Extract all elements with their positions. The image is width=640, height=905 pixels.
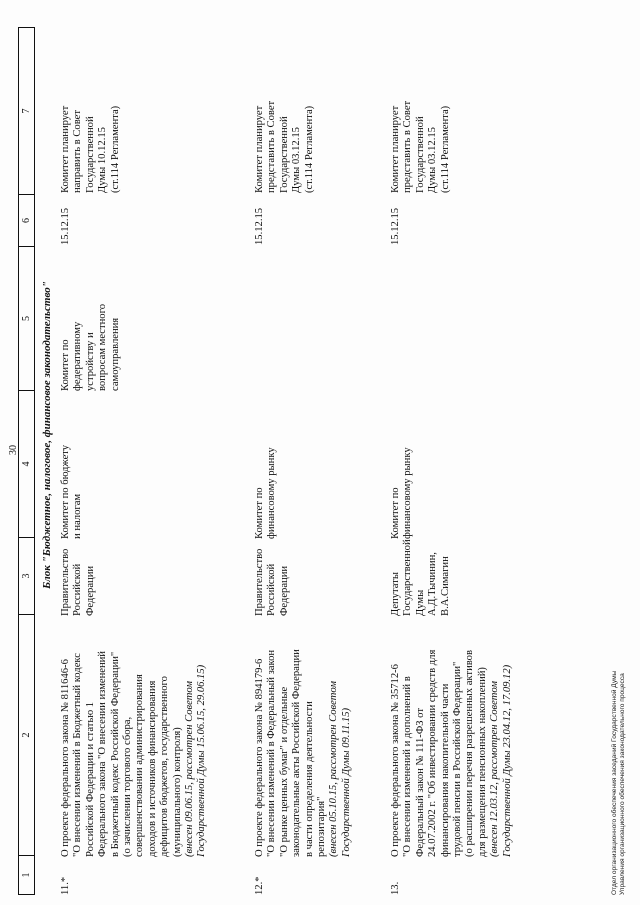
description-line: (муниципального) контроля) xyxy=(171,727,183,857)
description-line: совершенствовании администрирования xyxy=(134,674,146,857)
page-footer xyxy=(611,671,627,895)
initiator xyxy=(254,550,291,616)
planned-action xyxy=(390,43,452,193)
bill-note-line: Государственной Думы 09.11.15) xyxy=(340,707,352,857)
footer-line: Управления организационного обеспечения законодательного процесса xyxy=(619,673,626,895)
initiator-line: Федерации xyxy=(278,565,290,616)
description-line: 24.07.2002 г. "Об инвестировании средств для xyxy=(427,649,439,857)
committee-line: финансовому рынку xyxy=(266,447,278,539)
description-line: финансирования накопительной части xyxy=(439,683,451,857)
committee-line: Комитет по xyxy=(254,487,265,539)
description-line: (о зачислении торгового сбора, xyxy=(122,716,134,857)
block-title: Блок "Бюджетное, налоговое, финансовое законодательство" xyxy=(41,281,53,589)
action-line: представить в Совет xyxy=(402,100,414,193)
initiator-line: Российской xyxy=(266,563,278,616)
bill-note-line: (внесен 12.03.12, рассмотрен Советом xyxy=(489,681,501,857)
initiator-line: Правительство xyxy=(60,548,71,616)
footer-line: Отдел организационного обеспечения заседаний Государственной Думы xyxy=(611,670,618,895)
initiator xyxy=(60,550,97,616)
consideration-date: 15.12.15 xyxy=(254,207,265,245)
initiator-line: В.А.Симагин xyxy=(439,556,451,616)
co-executor-line: устройству и xyxy=(84,332,96,391)
description-line: Российской Федерации и статью 1 xyxy=(84,701,96,857)
bill-note-line: Государственной Думы 23.04.12, 17.09.12) xyxy=(501,664,513,857)
description-line: О проекте федерального закона № 894179-6 xyxy=(254,658,265,857)
responsible-committee xyxy=(254,434,279,539)
co-executor xyxy=(60,261,122,391)
committee-line: финансовому рынку xyxy=(402,447,414,539)
action-line: Государственной xyxy=(414,116,426,193)
action-line: Комитет планирует xyxy=(390,105,401,193)
bill-description xyxy=(60,621,209,857)
planned-action xyxy=(254,43,316,193)
description-line: трудовой пенсии в Российской Федерации" xyxy=(452,661,464,857)
description-line: доходов и источников финансирования xyxy=(146,680,158,857)
bill-note-line: (внесен 09.06.15, рассмотрен Советом xyxy=(184,681,196,857)
initiator xyxy=(390,539,452,616)
initiator-line: А.Д.Тычинин, xyxy=(427,552,439,616)
description-line: "О внесении изменений в Федеральный закон xyxy=(266,649,278,857)
description-line: (о расширении перечня разрешенных активов xyxy=(464,650,476,857)
header-col-2: 2 xyxy=(19,615,34,856)
consideration-date: 15.12.15 xyxy=(390,207,401,245)
table-header xyxy=(18,27,35,895)
description-line: Федеральный закон № 111-ФЗ от xyxy=(414,708,426,857)
header-col-3: 3 xyxy=(19,538,34,615)
description-line: "О рынке ценных бумаг" и отдельные xyxy=(278,686,290,857)
committee-line: Комитет по бюджету xyxy=(60,444,71,539)
header-col-1: 1 xyxy=(21,872,32,878)
initiator-line: Правительство xyxy=(254,548,265,616)
action-line: Думы 03.12.15 xyxy=(427,127,439,193)
description-line: законодательные акты Российской Федерации xyxy=(291,649,303,857)
description-line: "О внесении изменений и дополнений в xyxy=(402,676,414,857)
committee-line: и налогам xyxy=(72,493,84,539)
action-line: Думы 10.12.15 xyxy=(97,127,109,193)
initiator-line: Государственной xyxy=(402,539,414,616)
initiator-line: Российской xyxy=(72,563,84,616)
planned-action xyxy=(60,43,122,193)
header-col-5: 5 xyxy=(19,247,34,391)
initiator-line: Депутаты xyxy=(390,572,401,616)
action-line: направить в Совет xyxy=(72,110,84,193)
description-line: "О внесении изменений в Бюджетный кодекс xyxy=(72,653,84,857)
description-line: О проекте федерального закона № 35712-6 xyxy=(390,664,401,857)
description-line: для размещения пенсионных накоплений) xyxy=(476,667,488,857)
action-line: представить в Совет xyxy=(266,100,278,193)
action-line: Государственной xyxy=(84,116,96,193)
bill-note-line: (внесен 05.10.15, рассмотрен Советом xyxy=(328,681,340,857)
action-line: (ст.114 Регламента) xyxy=(439,105,451,193)
header-col-4: 4 xyxy=(19,391,34,538)
page-number: 30 xyxy=(8,445,19,455)
co-executor-line: самоуправления xyxy=(109,317,121,391)
committee-line: Комитет по xyxy=(390,487,401,539)
bill-description xyxy=(254,621,353,857)
row-number: 11.* xyxy=(60,876,71,895)
co-executor-line: Комитет по xyxy=(60,339,71,391)
row-number: 12.* xyxy=(254,876,265,895)
initiator-line: Думы xyxy=(414,589,426,616)
action-line: (ст.114 Регламента) xyxy=(109,105,121,193)
row-number: 13. xyxy=(390,881,401,895)
action-line: Государственной xyxy=(278,116,290,193)
bill-description xyxy=(390,621,514,857)
action-line: Комитет планирует xyxy=(254,105,265,193)
description-line: О проекте федерального закона № 811646-6 xyxy=(60,659,71,857)
description-line: в части определения деятельности xyxy=(303,701,315,857)
description-line: Федерального закона "О внесении изменений xyxy=(97,651,109,857)
co-executor-line: вопросам местного xyxy=(97,304,109,391)
description-line: репозитария" xyxy=(316,796,328,857)
action-line: (ст.114 Регламента) xyxy=(303,105,315,193)
responsible-committee xyxy=(60,434,85,539)
responsible-committee xyxy=(390,434,415,539)
co-executor-line: федеративному xyxy=(72,321,84,391)
initiator-line: Федерации xyxy=(84,565,96,616)
action-line: Думы 03.12.15 xyxy=(291,127,303,193)
description-line: дефицитов бюджетов, государственного xyxy=(159,676,171,857)
header-col-6: 6 xyxy=(19,195,34,247)
bill-note-line: Государственной Думы 15.06.15, 29.06.15) xyxy=(196,664,208,857)
header-col-7: 7 xyxy=(19,28,34,195)
consideration-date: 15.12.15 xyxy=(60,207,71,245)
action-line: Комитет планирует xyxy=(60,105,71,193)
description-line: в Бюджетный кодекс Российской Федерации" xyxy=(109,651,121,857)
